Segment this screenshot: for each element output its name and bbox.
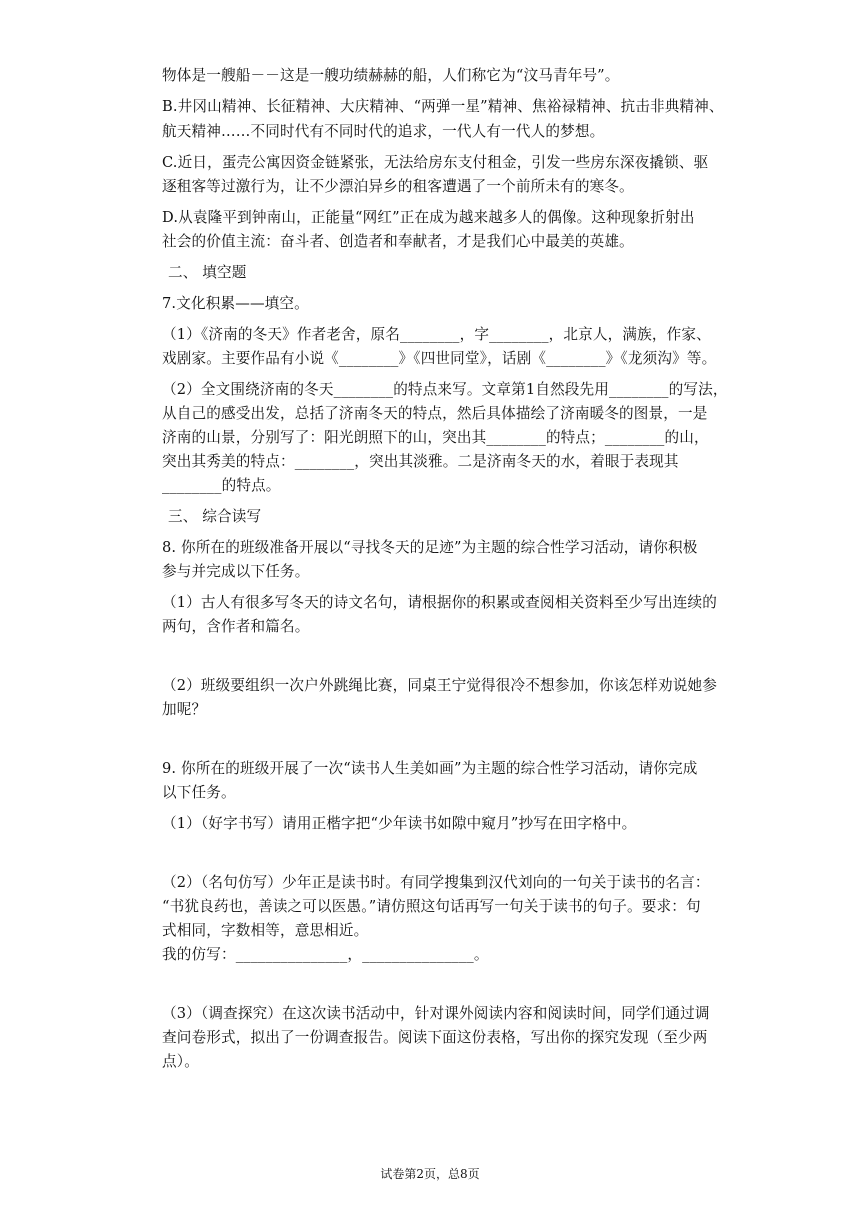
question-9-part-2-answer-line: 我的仿写：_______________，_______________。 <box>162 946 489 963</box>
question-8-part-2-cont: 加呢？ <box>162 701 207 718</box>
option-b-text: B.井冈山精神、长征精神、大庆精神、“两弹一星”精神、焦裕禄精神、抗击非典精神、 <box>162 98 724 115</box>
option-d-text: D.从袁隆平到钟南山，正能量“网红”正在成为越来越多人的偶像。这种现象折射出 <box>162 209 695 226</box>
question-9-part-3-line-2: 查问卷形式，拟出了一份调查报告。阅读下面这份表格，写出你的探究发现（至少两 <box>162 1029 708 1046</box>
question-7-title: 7.文化积累——填空。 <box>162 295 309 312</box>
page-footer: 试卷第2页，总8页 <box>380 1167 480 1181</box>
section-heading-integrated-writing: 三、 综合读写 <box>168 508 262 525</box>
question-8-part-2: （2）班级要组织一次户外跳绳比赛，同桌王宁觉得很冷不想参加，你该怎样劝说她参 <box>162 677 717 694</box>
option-a-text-end: 物体是一艘船－－这是一艘功绩赫赫的船，人们称它为“汶马青年号”。 <box>162 67 620 84</box>
question-7-part-2-line-4: 突出其秀美的特点：________，突出其淡雅。二是济南冬天的水，着眼于表现其 <box>162 453 679 470</box>
question-7-part-1: （1）《济南的冬天》作者老舍，原名________，字________，北京人，满族，作家、 <box>162 326 711 343</box>
question-9-part-3: （3）（调查探究）在这次读书活动中，针对课外阅读内容和阅读时间，同学们通过调 <box>162 1005 710 1022</box>
question-8-part-1-cont: 两句，含作者和篇名。 <box>162 618 310 635</box>
option-b-text-cont: 航天精神……不同时代有不同时代的追求，一代人有一代人的梦想。 <box>162 123 605 140</box>
question-9-title: 9. 你所在的班级开展了一次“读书人生美如画”为主题的综合性学习活动，请你完成 <box>162 760 698 777</box>
option-c-text-cont: 逐租客等过激行为，让不少漂泊异乡的租客遭遇了一个前所未有的寒冬。 <box>162 178 634 195</box>
question-7-part-1-cont: 戏剧家。主要作品有小说《________》《四世同堂》，话剧《________》《龙须沟》等。 <box>162 350 717 367</box>
question-9-part-2: （2）（名句仿写）少年正是读书时。有同学搜集到汉代刘向的一句关于读书的名言： <box>162 874 710 891</box>
question-7-part-2-line-3: 济南的山景，分别写了：阳光朗照下的山，突出其________的特点；________的山， <box>162 429 709 446</box>
question-7-part-2-line-2: 从自己的感受出发，总括了济南冬天的特点，然后具体描绘了济南暖冬的图景，一是 <box>162 405 708 422</box>
question-9-part-2-line-3: 式相同，字数相等，意思相近。 <box>162 922 369 939</box>
question-8-part-1: （1）古人有很多写冬天的诗文名句，请根据你的积累或查阅相关资料至少写出连续的 <box>162 594 717 611</box>
option-d-text-cont: 社会的价值主流：奋斗者、创造者和奉献者，才是我们心中最美的英雄。 <box>162 233 634 250</box>
question-9-part-3-line-3: 点）。 <box>162 1053 199 1070</box>
question-9-part-1: （1）（好字书写）请用正楷字把“少年读书如隙中窥月”抄写在田字格中。 <box>162 815 637 832</box>
section-heading-fill-blank: 二、 填空题 <box>168 264 247 281</box>
question-8-title-cont: 参与并完成以下任务。 <box>162 563 310 580</box>
question-7-part-2: （2）全文围绕济南的冬天________的特点来写。文章第1自然段先用________的写法， <box>162 381 728 398</box>
question-9-part-2-line-2: “书犹良药也，善读之可以医愚。”请仿照这句话再写一句关于读书的句子。要求：句 <box>162 898 701 915</box>
option-c-text: C.近日，蛋壳公寓因资金链紧张，无法给房东支付租金，引发一些房东深夜撬锁、驱 <box>162 154 709 171</box>
question-8-title: 8. 你所在的班级准备开展以“寻找冬天的足迹”为主题的综合性学习活动，请你积极 <box>162 539 698 556</box>
question-7-part-2-line-5: ________的特点。 <box>162 477 281 494</box>
question-9-title-cont: 以下任务。 <box>162 784 236 801</box>
